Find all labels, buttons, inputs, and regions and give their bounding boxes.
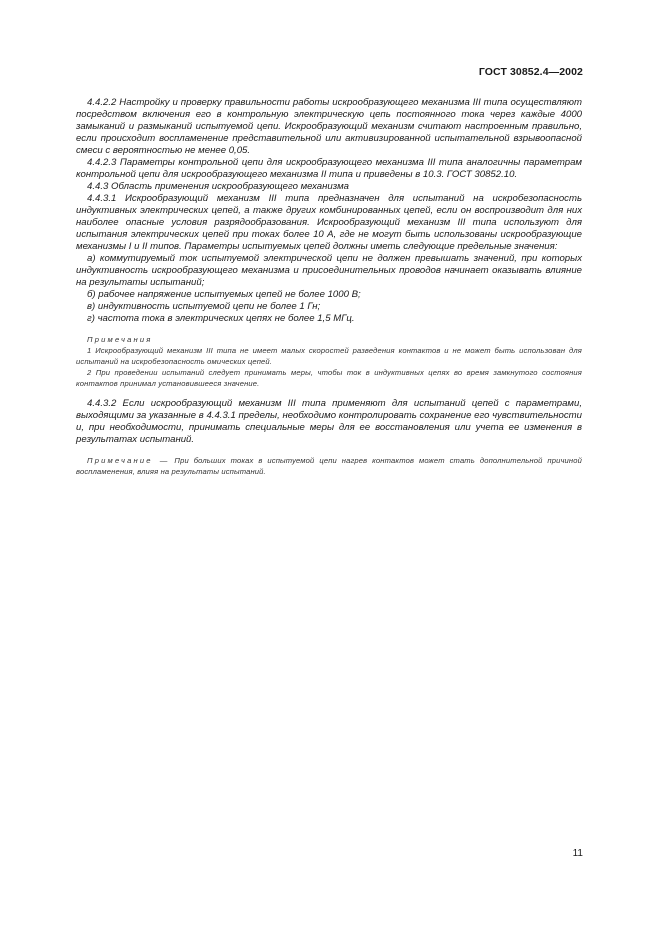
list-item-b: б) рабочее напряжение испытуемых цепей не более 1000 В; <box>87 289 361 300</box>
page-number: 11 <box>572 848 583 859</box>
list-item-a: а) коммутируемый ток испытуемой электрической цепи не должен превышать значений, при которых индуктивность искрообразующего механизма и присоединительных проводов начинает оказывать влияние на результаты испытаний; <box>76 253 582 288</box>
notes-heading: Примечания <box>87 335 153 344</box>
list-item-v: в) индуктивность испытуемой цепи не более 1 Гн; <box>87 301 321 312</box>
final-note <box>76 455 582 477</box>
note-2: 2 При проведении испытаний следует принимать меры, чтобы ток в индуктивных цепях во время замкнутого состояния контактов принимал установившееся значение. <box>76 368 582 388</box>
section-heading-4-4-3: 4.4.3 Область применения искрообразующего механизма <box>87 181 349 192</box>
note-1: 1 Искрообразующий механизм III типа не имеет малых скоростей разведения контактов и не может быть использован для испытаний на искробезопасность омических цепей. <box>76 346 582 366</box>
final-note-label: Примечание — <box>87 456 170 465</box>
list-item-g: г) частота тока в электрических цепях не более 1,5 МГц. <box>87 313 355 324</box>
paragraph-4-4-3-1: 4.4.3.1 Искрообразующий механизм III типа предназначен для испытаний на искробезопасность индуктивных электрических цепей, а также других комбинированных цепей, если он воспроизводит для них наиболее опасные условия разрядообразования. Искрообразующий механизм III типа используют для испытания электрических цепей при токах более 10 А, где не могут быть использованы искрообразующие механизмы I и II типов. Параметры испытуемых цепей должны иметь следующие предельные значения: <box>76 193 582 252</box>
document-body <box>76 97 582 477</box>
paragraph-4-4-3-2: 4.4.3.2 Если искрообразующий механизм III типа применяют для испытаний цепей с параметрами, выходящими за указанные в 4.4.3.1 пределы, необходимо контролировать сохранение его чувствительности и, при необходимости, принимать специальные меры для ее восстановления или учета ее изменения в результатах испытаний. <box>76 398 582 445</box>
standard-code: ГОСТ 30852.4—2002 <box>478 66 583 78</box>
final-note-text: При больших токах в испытуемой цепи нагрев контактов может стать дополнительной причиной воспламенения, влияя на результаты испытаний. <box>76 456 583 476</box>
paragraph-4-4-2-2: 4.4.2.2 Настройку и проверку правильности работы искрообразующего механизма III типа осуществляют посредством включения его в контрольную электрическую цепь постоянного тока через каждые 4000 замыканий и размыканий испытуемой цепи. Искрообразующий механизм считают настроенным правильно, если происходит воспламенение представительной или активизированной испытательной взрывоопасной смеси с вероятностью не менее 0,05. <box>76 97 582 156</box>
paragraph-4-4-2-3: 4.4.2.3 Параметры контрольной цепи для искрообразующего механизма III типа аналогичны параметрам контрольной цепи для искрообразующего механизма II типа и приведены в 10.3. ГОСТ 30852.10. <box>76 157 582 180</box>
